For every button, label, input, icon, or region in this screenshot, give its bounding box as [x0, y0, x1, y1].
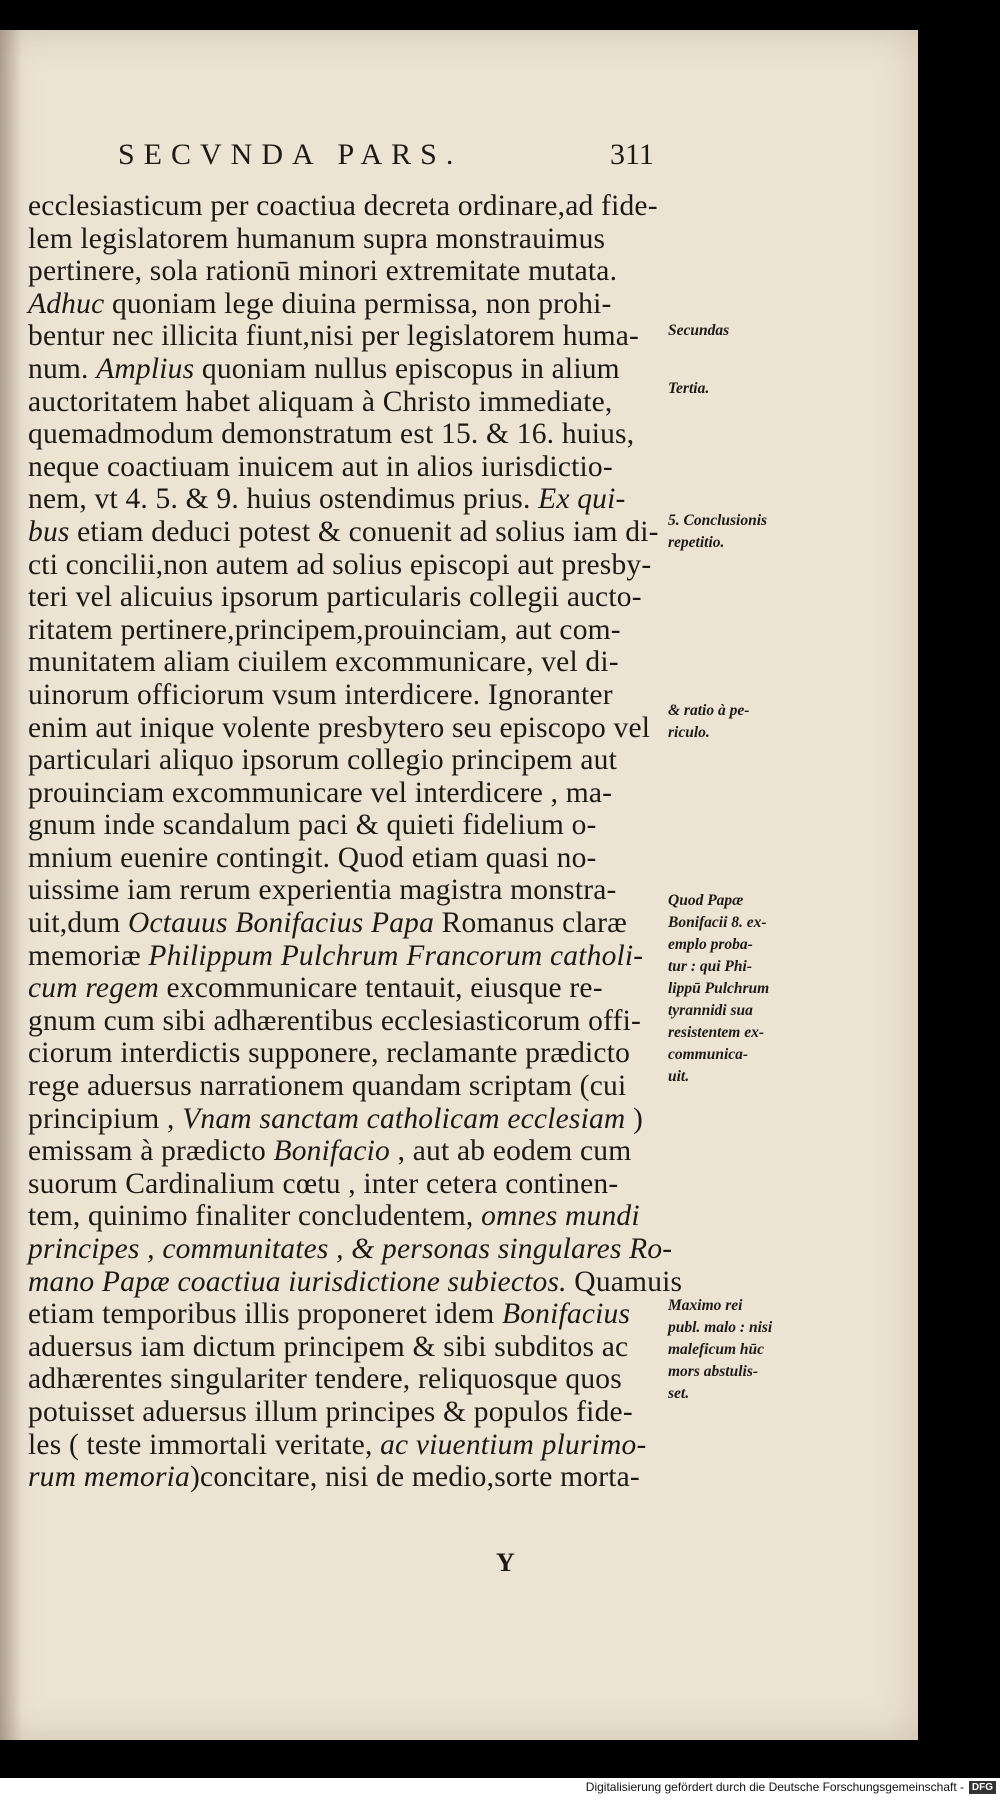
running-head: SECVNDA PARS.	[118, 138, 463, 171]
footer-bar	[0, 1778, 1000, 1800]
text-segment: potuisset aduersus illum principes & populos fide-	[28, 1395, 633, 1428]
margin-note	[668, 700, 749, 744]
text-line	[28, 1233, 673, 1266]
text-segment: quoniam nullus episcopus in alium	[194, 352, 620, 385]
text-segment: particulari aliquo ipsorum collegio principem aut	[28, 744, 617, 777]
italic-segment: Vnam sanctam catholicam ecclesiam	[182, 1102, 626, 1135]
text-segment: num.	[28, 352, 97, 385]
page-number: 311	[610, 138, 654, 171]
text-line	[28, 255, 668, 288]
book-page	[0, 30, 918, 1740]
italic-segment: Bonifacius	[501, 1298, 631, 1331]
text-line	[28, 679, 668, 712]
text-segment: uit,dum	[28, 907, 128, 940]
italic-segment: mano Papæ coactiua iurisdictione subiectos.	[28, 1265, 567, 1298]
text-segment: cti concilii,non autem ad solius episcopi aut presby-	[28, 548, 652, 581]
text-segment: )concitare, nisi de medio,sorte morta-	[190, 1461, 640, 1494]
text-line	[28, 646, 668, 679]
text-segment: enim aut inique volente presbytero seu episcopo vel	[28, 711, 651, 744]
text-segment: suorum Cardinalium cœtu , inter cetera continen-	[28, 1167, 619, 1200]
margin-note	[668, 378, 709, 400]
margin-note	[668, 320, 729, 342]
text-line	[28, 744, 668, 777]
text-segment: excommunicare tentauit, eiusque re-	[158, 972, 603, 1005]
italic-segment: Philippum Pulchrum Francorum catholi-	[148, 939, 644, 972]
text-line	[28, 190, 668, 223]
margin-note-line: maleficum hūc	[668, 1341, 765, 1358]
dfg-logo: DFG	[969, 1781, 996, 1794]
italic-segment: Bonifacio	[273, 1135, 391, 1168]
margin-note-line: & ratio à pe-	[668, 702, 750, 719]
text-line	[28, 972, 668, 1005]
text-segment: , aut ab eodem cum	[390, 1135, 632, 1168]
text-segment: lem legislatorem humanum supra monstrauimus	[28, 222, 606, 255]
margin-note-line: lippū Pulchrum	[668, 980, 770, 997]
text-segment: tem, quinimo finaliter concludentem,	[28, 1200, 482, 1233]
italic-segment: cum regem	[28, 972, 159, 1005]
italic-segment: principes , communitates , & personas singulares Ro-	[28, 1233, 673, 1265]
italic-segment: Amplius	[96, 352, 195, 385]
text-segment: ritatem pertinere,principem,prouinciam, aut com-	[28, 613, 621, 646]
body-text	[28, 190, 683, 1494]
margin-note-line: resistentem ex-	[668, 1024, 764, 1041]
text-segment: Romanus claræ	[434, 907, 627, 940]
margin-note-line: uit.	[668, 1068, 690, 1085]
text-line	[28, 549, 668, 582]
text-segment: etiam deduci potest & conuenit ad solius iam di-	[69, 515, 659, 548]
text-segment: gnum cum sibi adhærentibus ecclesiasticorum offi-	[28, 1004, 642, 1037]
text-segment: gnum inde scandalum paci & quieti fidelium o-	[28, 809, 597, 842]
text-line	[28, 1168, 668, 1201]
text-line	[28, 1070, 668, 1103]
margin-note-line: riculo.	[668, 724, 710, 741]
text-line	[28, 223, 668, 256]
text-line	[28, 386, 668, 419]
text-line	[28, 418, 668, 451]
text-segment: quemadmodum demonstratum est 15. & 16. huius,	[28, 418, 635, 451]
text-line	[28, 451, 668, 484]
text-line	[28, 1265, 683, 1299]
margin-note-line: set.	[668, 1385, 690, 1402]
margin-note-line: mors abstulis-	[668, 1363, 759, 1380]
margin-note-line: emplo proba-	[668, 936, 753, 953]
text-line	[28, 320, 668, 353]
text-line	[28, 581, 668, 614]
text-line	[28, 940, 668, 973]
signature-mark: Y	[496, 1548, 515, 1577]
text-segment: uinorum officiorum vsum interdicere. Ignoranter	[28, 678, 613, 711]
margin-note	[668, 890, 769, 1088]
text-line	[28, 1135, 668, 1168]
margin-note-line: publ. malo : nisi	[668, 1319, 773, 1336]
text-segment: mnium euenire contingit. Quod etiam quasi no-	[28, 841, 597, 874]
margin-note-line: Secundas	[668, 322, 730, 339]
text-segment: auctoritatem habet aliquam à Christo immediate,	[28, 385, 613, 418]
text-segment: ciorum interdictis supponere, reclamante prædicto	[28, 1037, 631, 1070]
text-line	[28, 777, 668, 810]
text-line	[28, 1429, 668, 1462]
text-line	[28, 874, 668, 907]
text-line	[28, 1037, 668, 1070]
italic-segment: Adhuc	[28, 287, 105, 320]
text-segment: adhærentes singulariter tendere, reliquosque quos	[28, 1363, 622, 1396]
text-line	[28, 1298, 668, 1331]
italic-segment: ac viuentium plurimo-	[380, 1428, 647, 1461]
margin-note-line: Maximo rei	[668, 1297, 743, 1314]
margin-note-line: 5. Conclusionis	[668, 512, 768, 529]
italic-segment: omnes mundi	[481, 1200, 640, 1233]
text-line	[28, 288, 668, 321]
text-line	[28, 1363, 668, 1396]
italic-segment: bus	[28, 515, 70, 548]
text-segment: etiam temporibus illis proponeret idem	[28, 1298, 502, 1331]
italic-segment: Octauus Bonifacius Papa	[127, 907, 435, 940]
text-segment: uissime iam rerum experientia magistra monstra-	[28, 874, 617, 907]
text-segment: munitatem aliam ciuilem excommunicare, vel di-	[28, 646, 619, 679]
text-line	[28, 1005, 668, 1038]
margin-note-line: repetitio.	[668, 534, 725, 551]
margin-note-line: Tertia.	[668, 380, 710, 397]
text-segment: bentur nec illicita fiunt,nisi per legislatorem huma-	[28, 320, 640, 353]
text-line	[28, 614, 668, 647]
text-segment: aduersus iam dictum principem & sibi subditos ac	[28, 1330, 629, 1363]
margin-note	[668, 1295, 772, 1405]
text-line	[28, 483, 668, 516]
margin-note-line: communica-	[668, 1046, 749, 1063]
text-line	[28, 1331, 668, 1364]
text-segment: rege aduersus narrationem quandam scriptam (cui	[28, 1070, 627, 1103]
italic-segment: Ex qui-	[538, 483, 626, 516]
text-segment: emissam à prædicto	[28, 1135, 274, 1168]
text-line	[28, 1396, 668, 1429]
text-segment: )	[625, 1102, 644, 1135]
text-segment: teri vel alicuius ipsorum particularis collegii aucto-	[28, 581, 642, 614]
margin-note-line: Bonifacii 8. ex-	[668, 914, 767, 931]
text-line	[28, 842, 668, 875]
text-line	[28, 1103, 668, 1136]
text-segment: quoniam lege diuina permissa, non prohi-	[104, 287, 612, 320]
text-segment: nem, vt 4. 5. & 9. huius ostendimus prius.	[28, 483, 539, 516]
text-segment: principium ,	[28, 1102, 183, 1135]
margin-note-line: tur : qui Phi-	[668, 958, 752, 975]
text-line	[28, 1200, 668, 1233]
text-line	[28, 712, 668, 745]
text-segment: memoriæ	[28, 939, 149, 972]
text-segment: ecclesiasticum per coactiua decreta ordinare,ad fide-	[28, 190, 658, 222]
footer-credit: Digitalisierung gefördert durch die Deutsche Forschungsgemeinschaft -	[585, 1780, 964, 1794]
text-line	[28, 907, 668, 940]
text-line	[28, 1461, 668, 1494]
text-line	[28, 516, 668, 549]
margin-note-line: Quod Papæ	[668, 892, 744, 909]
text-segment: neque coactiuam inuicem aut in alios iurisdictio-	[28, 450, 613, 483]
text-segment: prouinciam excommunicare vel interdicere , ma-	[28, 776, 613, 809]
text-segment: pertinere, sola rationū minori extremitate mutata.	[28, 255, 618, 288]
margin-note	[668, 510, 767, 554]
text-line	[28, 353, 668, 386]
text-line	[28, 809, 668, 842]
margin-note-line: tyrannidi sua	[668, 1002, 753, 1019]
text-segment: Quamuis	[566, 1265, 683, 1298]
italic-segment: rum memoria	[28, 1461, 190, 1494]
text-segment: les ( teste immortali veritate,	[28, 1428, 381, 1461]
